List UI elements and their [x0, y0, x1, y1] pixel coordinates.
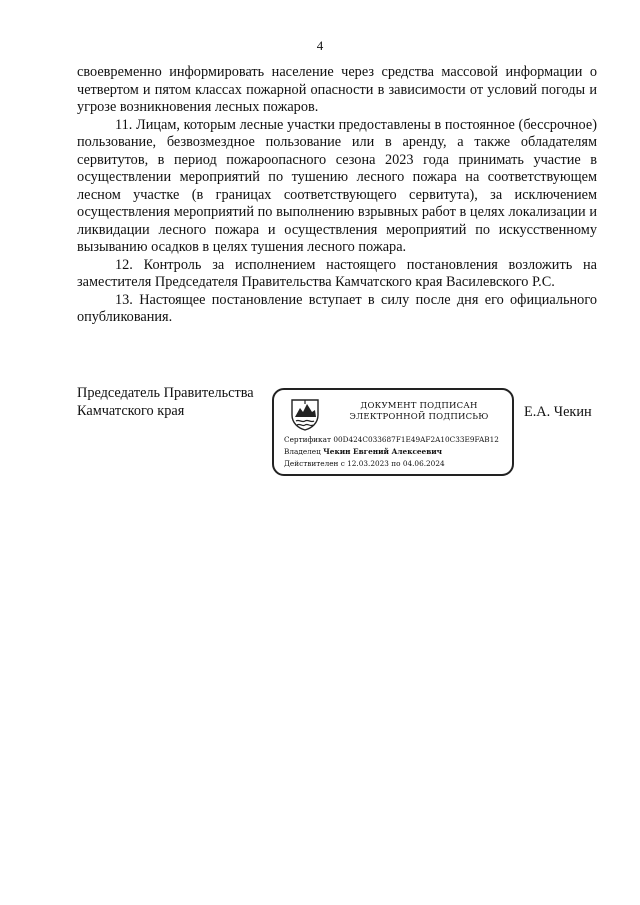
- stamp-validity: [284, 459, 445, 468]
- certificate-label: Сертификат: [284, 435, 331, 444]
- paragraph-12: 12. Контроль за исполнением настоящего постановления возложить на заместителя Председателя Правительства Камчатского края Василевского Р.С.: [77, 256, 597, 290]
- owner-value: Чекин Евгений Алексеевич: [323, 447, 443, 456]
- page-number: 4: [316, 38, 324, 53]
- kamchatka-coat-of-arms-icon: [288, 397, 322, 431]
- document-body: [77, 64, 597, 327]
- electronic-signature-stamp: [272, 388, 514, 476]
- stamp-heading-line2: ЭЛЕКТРОННОЙ ПОДПИСЬЮ: [349, 412, 489, 422]
- signer-position-line2: Камчатского края: [77, 403, 185, 419]
- signer-position-line1: Председатель Правительства: [77, 385, 254, 401]
- paragraph-11: 11. Лицам, которым лесные участки предоставлены в постоянное (бессрочное) пользование, безвозмездное пользование или в аренду, а также обладателям сервитутов, в период пожароопасного сезона 2023 года принимать участие в осуществлении мероприятий по тушению лесного пожара на соответствующем лесном участке (в границах соответствующего сервитута), за исключением осуществления мероприятий по выполнению взрывных работ в целях локализации и ликвидации лесного пожара и осуществления мероприятий по искусственному вызыванию осадков в целях тушения лесного пожара.: [77, 116, 597, 255]
- stamp-certificate: [284, 435, 499, 444]
- certificate-value: 00D424C033687F1E49AF2A10C33E9FAB12: [333, 435, 499, 444]
- stamp-heading: [334, 401, 504, 423]
- owner-label: Владелец: [284, 447, 321, 456]
- stamp-heading-line1: ДОКУМЕНТ ПОДПИСАН: [360, 401, 478, 411]
- valid-from: 12.03.2023: [347, 459, 389, 468]
- paragraph-continuation: своевременно информировать население через средства массовой информации о четвертом и пятом классах пожарной опасности в зависимости от условий погоды и угрозе возникновения лесных пожаров.: [77, 64, 597, 115]
- valid-to: 04.06.2024: [402, 459, 445, 468]
- signer-name: Е.А. Чекин: [524, 404, 592, 420]
- stamp-owner: [284, 447, 442, 456]
- validity-label: Действителен с: [284, 459, 345, 468]
- paragraph-13: 13. Настоящее постановление вступает в силу после дня его официального опубликования.: [77, 291, 597, 325]
- validity-to-label: по: [391, 459, 401, 468]
- signer-position: [77, 384, 254, 420]
